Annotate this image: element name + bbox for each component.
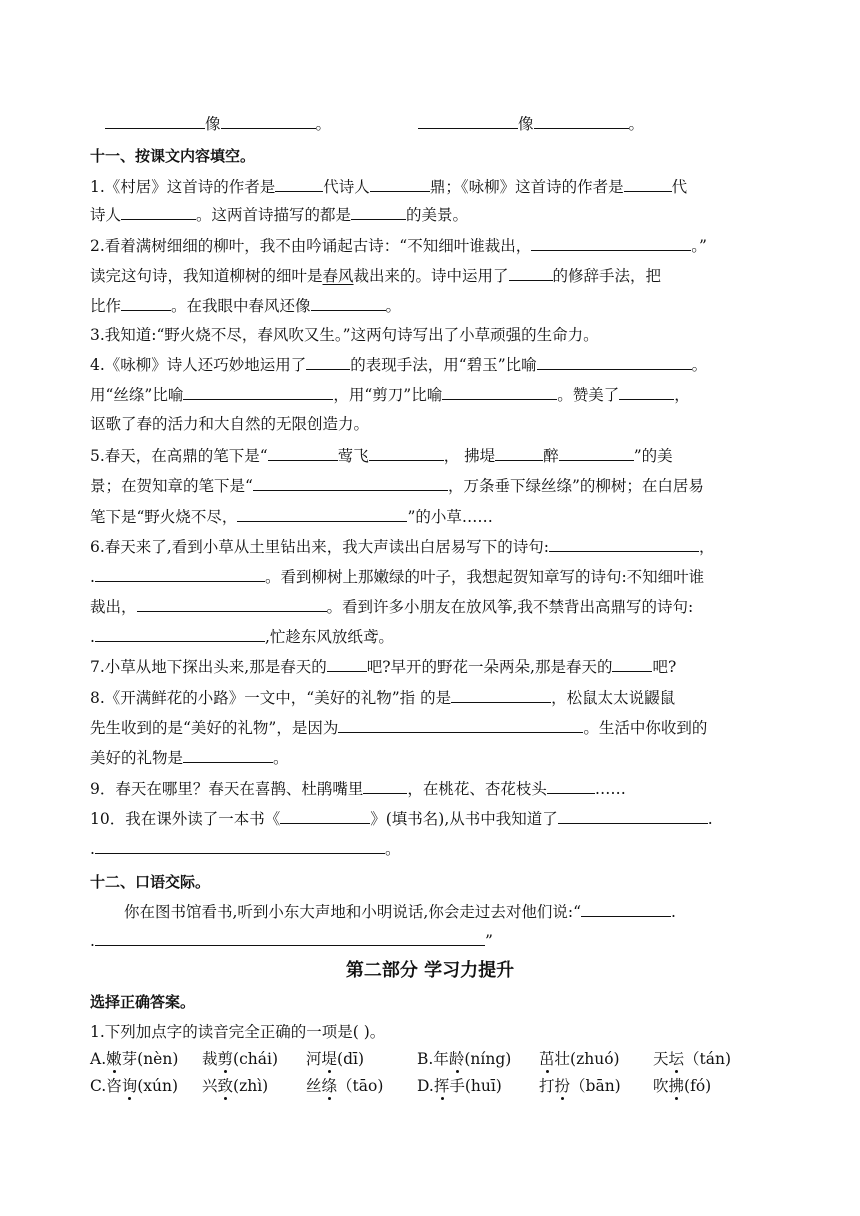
question-6 — [90, 537, 714, 557]
blank[interactable] — [306, 355, 350, 370]
option-d[interactable]: D.挥手(huī) — [417, 1077, 502, 1095]
text: ，万条垂下绿丝绦”的柳树；在白居易 — [447, 477, 704, 495]
text: ， — [698, 538, 715, 556]
text: 8.《开满鲜花的小路》一文中，“美好的礼物”指 的是 — [90, 689, 452, 707]
blank[interactable] — [581, 902, 671, 917]
text: 笔下是“野火烧不尽， — [90, 508, 238, 526]
text: 的表现手法，用“碧玉”比喻 — [350, 356, 537, 374]
blank[interactable] — [121, 205, 196, 220]
option-b-word-3: 天坛（tán) — [653, 1050, 732, 1068]
option-d-word-2: 打扮（bān) — [539, 1077, 621, 1095]
text: 。 — [315, 115, 332, 133]
text: 。” — [691, 237, 707, 255]
question-8-line-2 — [90, 718, 707, 738]
blank[interactable] — [442, 385, 557, 400]
option-c-word-3: 丝绦（tāo) — [306, 1077, 384, 1095]
question-8 — [90, 688, 675, 708]
text: . — [707, 810, 713, 828]
text: ”的小草…… — [407, 508, 493, 526]
blank[interactable] — [327, 657, 367, 672]
text: 裁出， — [90, 598, 137, 616]
option-a-word-3: 河堤(dī) — [306, 1050, 365, 1068]
option-b[interactable]: B.年龄(níng) — [417, 1050, 512, 1068]
text: ” — [484, 932, 493, 950]
text: 诗人 — [90, 206, 122, 224]
blank[interactable] — [549, 537, 699, 552]
blank[interactable] — [418, 114, 518, 129]
blank[interactable] — [451, 688, 551, 703]
oral-question — [124, 902, 676, 922]
text: 。 — [385, 297, 402, 315]
blank[interactable] — [121, 296, 171, 311]
text: 裁出来的。诗中运用了 — [353, 267, 509, 285]
text: . — [90, 568, 95, 586]
question-9 — [90, 779, 626, 799]
blank[interactable] — [351, 205, 406, 220]
text: 。 — [691, 356, 708, 374]
question-4-line-2 — [90, 385, 690, 405]
question-2 — [90, 236, 707, 256]
section-11-title: 十一、按课文内容填空。 — [90, 147, 256, 165]
text: 2.看着满树细细的柳叶，我不由吟诵起古诗：“不知细叶谁裁出， — [90, 237, 532, 255]
blank[interactable] — [275, 177, 323, 192]
option-b-word-2: 茁壮(zhuó) — [539, 1050, 620, 1068]
text: ，松鼠太太说鼹鼠 — [551, 689, 676, 707]
blank[interactable] — [183, 385, 333, 400]
text: 5.春天，在高鼎的笔下是“ — [90, 447, 268, 465]
text: . — [90, 628, 95, 646]
text: 1.《村居》这首诗的作者是 — [90, 178, 276, 196]
question-5-line-3 — [90, 507, 493, 527]
blank[interactable] — [105, 114, 205, 129]
text: 。生活中你收到的 — [583, 719, 708, 737]
blank[interactable] — [624, 177, 672, 192]
option-c[interactable]: C.咨询(xún) — [90, 1077, 179, 1095]
text: 。 — [273, 749, 289, 767]
text: 代诗人 — [323, 178, 370, 196]
text: 吧?早开的野花一朵两朵,那是春天的 — [366, 658, 613, 676]
question-3: 3.我知道:“野火烧不尽，春风吹又生。”这两句诗写出了小草顽强的生命力。 — [90, 326, 599, 344]
blank[interactable] — [268, 446, 338, 461]
text: 比作 — [90, 297, 122, 315]
text: . — [90, 932, 95, 950]
text: 4.《咏柳》诗人还巧妙地运用了 — [90, 356, 307, 374]
blank[interactable] — [338, 718, 583, 733]
question-8-line-3 — [90, 748, 289, 768]
text: 。 — [384, 840, 401, 858]
text: 景；在贺知章的笔下是“ — [90, 477, 253, 495]
text: 代 — [671, 178, 688, 196]
text: ”的美 — [633, 447, 673, 465]
text: 9．春天在哪里？春天在喜鹊、杜鹃嘴里 — [90, 780, 364, 798]
text: 。 — [628, 115, 645, 133]
text: 鼎；《咏柳》这首诗的作者是 — [429, 178, 624, 196]
blank[interactable] — [253, 476, 448, 491]
blank[interactable] — [137, 597, 327, 612]
option-d-word-3: 吹拂(fó) — [653, 1077, 712, 1095]
text: 的修辞手法，把 — [552, 267, 662, 285]
blank[interactable] — [612, 657, 652, 672]
blank[interactable] — [95, 839, 385, 854]
blank[interactable] — [183, 748, 273, 763]
question-6-line-4 — [90, 627, 394, 647]
blank[interactable] — [619, 385, 674, 400]
text: 。这两首诗描写的都是 — [196, 206, 352, 224]
blank[interactable] — [369, 446, 444, 461]
blank[interactable] — [95, 931, 485, 946]
part-2-title: 第二部分 学习力提升 — [345, 960, 515, 981]
oral-question-line-2 — [90, 931, 493, 951]
choice-question-1: 1.下列加点字的读音完全正确的一项是( )。 — [90, 1023, 386, 1041]
blank[interactable] — [534, 114, 629, 129]
text: …… — [594, 780, 626, 798]
text: ，在桃花、杏花枝头 — [407, 780, 547, 798]
question-10 — [90, 809, 713, 829]
blank[interactable] — [370, 177, 430, 192]
text: 。看到许多小朋友在放风筝,我不禁背出高鼎写的诗句: — [326, 598, 694, 616]
option-a[interactable]: A.嫩芽(nèn) — [90, 1050, 179, 1068]
text: 美好的礼物是 — [90, 749, 184, 767]
question-5 — [90, 446, 673, 466]
option-a-word-2: 裁剪(chái) — [202, 1050, 278, 1068]
text: 》(填书名),从书中我知道了 — [370, 810, 558, 828]
blank[interactable] — [558, 809, 708, 824]
text: 用“丝绦”比喻 — [90, 386, 184, 404]
question-6-line-3 — [90, 597, 693, 617]
blank[interactable] — [495, 446, 543, 461]
question-4-line-3: 讴歌了春的活力和大自然的无限创造力。 — [90, 415, 370, 433]
text: 先生收到的是“美好的礼物”，是因为 — [90, 719, 339, 737]
blank[interactable] — [221, 114, 316, 129]
text: 像 — [518, 115, 534, 133]
question-2-line-3 — [90, 296, 401, 316]
text: 6.春天来了,看到小草从土里钻出来，我大声读出白居易写下的诗句: — [90, 538, 549, 556]
question-2-line-2 — [90, 266, 661, 286]
text: 。在我眼中春风还像 — [171, 297, 311, 315]
text: ，用“剪刀”比喻 — [333, 386, 443, 404]
blank[interactable] — [547, 779, 595, 794]
text: 莺飞 — [337, 447, 369, 465]
blank[interactable] — [537, 355, 692, 370]
question-10-line-2 — [90, 839, 400, 859]
text: . — [671, 903, 676, 921]
question-7 — [90, 657, 676, 677]
blank[interactable] — [311, 296, 386, 311]
blank[interactable] — [363, 779, 407, 794]
option-c-word-2: 兴致(zhì) — [202, 1077, 269, 1095]
text: 。赞美了 — [557, 386, 620, 404]
blank[interactable] — [559, 446, 634, 461]
blank[interactable] — [280, 809, 370, 824]
text: 读完这句诗，我知道柳树的细叶是 — [90, 267, 323, 285]
text: 像 — [205, 115, 221, 133]
question-4 — [90, 355, 707, 375]
text: 醉 — [543, 447, 559, 465]
question-1-line-2 — [90, 205, 468, 225]
question-1 — [90, 177, 687, 197]
blank[interactable] — [237, 507, 407, 522]
blank[interactable] — [509, 266, 553, 281]
question-5-line-2 — [90, 476, 704, 496]
text: . — [90, 840, 95, 858]
question-6-line-2 — [90, 567, 704, 587]
text: 的美景。 — [406, 206, 469, 224]
text: ， — [674, 386, 690, 404]
blank[interactable] — [95, 567, 265, 582]
text: 你在图书馆看书,听到小东大声地和小明说话,你会走过去对他们说:“ — [124, 903, 582, 921]
text: ， 拂堤 — [443, 447, 496, 465]
blank[interactable] — [95, 627, 265, 642]
text: 7.小草从地下探出头来,那是春天的 — [90, 658, 327, 676]
text: ,忙趁东风放纸鸢。 — [264, 628, 394, 646]
blank[interactable] — [531, 236, 691, 251]
text: 10．我在课外读了一本书《 — [90, 810, 281, 828]
underlined-text: 春风 — [322, 267, 354, 285]
text: 吧? — [652, 658, 677, 676]
section-12-title: 十二、口语交际。 — [90, 873, 211, 891]
part-2-subtitle: 选择正确答案。 — [90, 993, 196, 1011]
text: 。看到柳树上那嫩绿的叶子，我想起贺知章写的诗句:不知细叶谁 — [264, 568, 705, 586]
